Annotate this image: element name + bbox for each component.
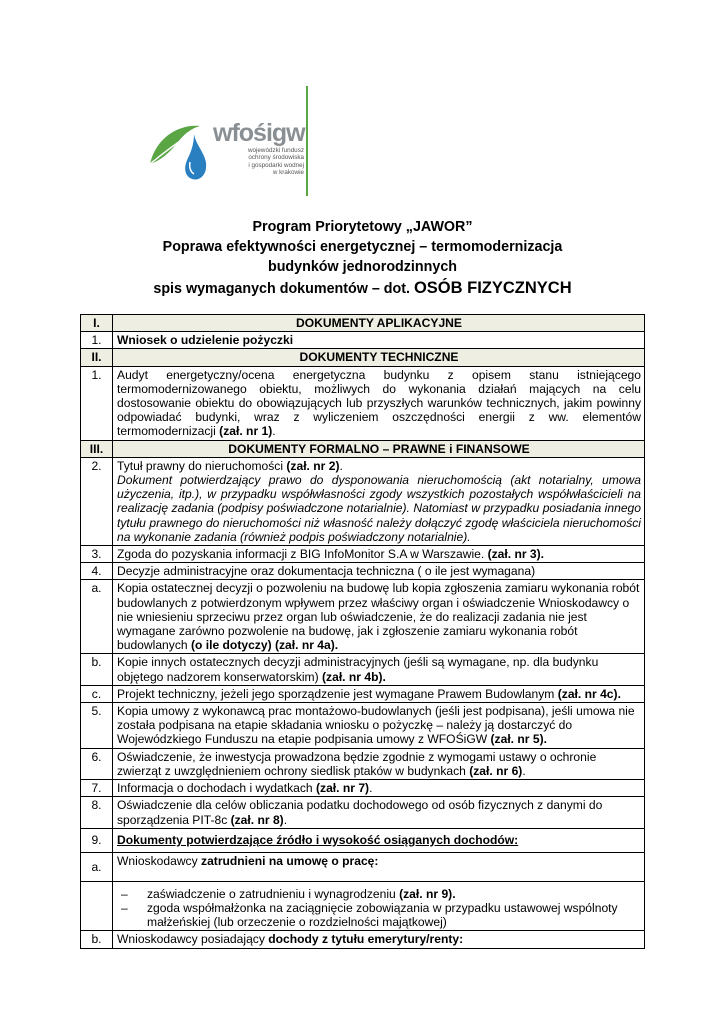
program-title: Program Priorytetowy „JAWOR” [252,219,473,235]
list-item: – zaświadczenie o zatrudnieniu i wynagrodzeniu (zał. nr 9). [117,887,641,901]
documents-table [80,314,645,949]
table-row: 6. Oświadczenie, że inwestycja prowadzona będzie zgodnie z wymogami ustawy o ochronie zwierząt z uwzględnieniem ochrony siedlisk ptaków w budynkach (zał. nr 6). [81,748,645,779]
section-header: III. DOKUMENTY FORMALNO – PRAWNE i FINANSOWE [81,440,645,457]
document-list [117,887,641,930]
table-row: 2. Tytuł prawny do nieruchomości (zał. nr 2). Dokument potwierdzający prawo do dysponowania nieruchomością (akt notarialny, umowa użyczenia, itp.), w przypadku współwłasności zgody wszystkich pozostałych współwłaścicieli na realizację zadania (podpisy poświadczone notarialnie). Natomiast w przypadku posiadania innego tytułu prawnego do nieruchomości niż własność należy dołączyć zgodę właściciela nieruchomości na wykonanie zadania (również podpis poświadczony notarialnie). [81,457,645,545]
document-list-title: spis wymaganych dokumentów – dot. OSÓB FIZYCZNYCH [153,279,572,297]
program-subtitle: Poprawa efektywności energetycznej – termomodernizacja [162,239,563,255]
section-header: II. DOKUMENTY TECHNICZNE [81,349,645,366]
table-row: 1. Wniosek o udzielenie pożyczki [81,332,645,349]
table-row: 4. Decyzje administracyjne oraz dokumentacja techniczna ( o ile jest wymagana) [81,563,645,580]
table-row [81,881,645,931]
logo-wordmark: wfośigw [213,119,305,147]
table-row: 3. Zgoda do pozyskania informacji z BIG InfoMonitor S.A w Warszawie. (zał. nr 3). [81,546,645,563]
table-row: 9. Dokumenty potwierdzające źródło i wysokość osiąganych dochodów: [81,828,645,852]
section-title: DOKUMENTY APLIKACYJNE [113,315,645,332]
table-row: 8. Oświadczenie dla celów obliczania podatku dochodowego od osób fizycznych z danymi do sporządzenia PIT-8c (zał. nr 8). [81,797,645,828]
table-row: 1. Audyt energetyczny/ocena energetyczna budynku z opisem stanu istniejącego termomodernizowanego obiektu, możliwych do wykonania działań mających na celu dostosowanie obiektu do obowiązujących lub przyszłych warunków technicznych, jakim powinny odpowiadać budynki, wraz z wyliczeniem oszczędności energii z ww. elementów termomodernizacji (zał. nr 1). [81,366,645,440]
logo-divider [306,86,308,196]
drop-icon [185,134,206,180]
list-item: – zgoda współmałżonka na zaciągnięcie zobowiązania w przypadku ustawowej wspólnoty małżeńskiej (lub orzeczenie o rozdzielności majątkowej) [117,901,641,929]
row-note: Dokument potwierdzający prawo do dysponowania nieruchomością (akt notarialny, umowa użyczenia, itp.), w przypadku współwłasności zgody wszystkich pozostałych współwłaścicieli na realizację zadania (podpisy poświadczone notarialnie). Natomiast w przypadku posiadania innego tytułu prawnego do nieruchomości niż własność należy dołączyć zgodę właściciela nieruchomości na wykonanie zadania (również podpis poświadczony notarialnie). [117,473,641,544]
program-subtitle-2: budynków jednorodzinnych [267,259,458,275]
table-row: c. Projekt techniczny, jeżeli jego sporządzenie jest wymagane Prawem Budowlanym (zał. nr 4c). [81,685,645,702]
section-title: DOKUMENTY FORMALNO – PRAWNE i FINANSOWE [113,440,645,457]
logo-subtitle: wojewódzki fundusz ochrony środowiska i gospodarki wodnej w krakowie [247,147,304,176]
table-row: 5. Kopia umowy z wykonawcą prac montażowo-budowlanych (jeśli jest podpisana), jeśli umowa nie została podpisana na etapie składania wniosku o pożyczkę – należy ją dostarczyć do Wojewódzkiego Funduszu na etapie podpisania umowy z WFOŚiGW (zał. nr 5). [81,703,645,749]
table-row: a. Wnioskodawcy zatrudnieni na umowę o pracę: [81,852,645,881]
table-row: b. Wnioskodawcy posiadający dochody z tytułu emerytury/renty: [81,931,645,948]
section-header: I. DOKUMENTY APLIKACYJNE [81,315,645,332]
table-row: a. Kopia ostatecznej decyzji o pozwoleniu na budowę lub kopia zgłoszenia zamiaru wykonania robót budowlanych z potwierdzonym wpływem przez właściwy organ i oświadczenie Wnioskodawcy o nie wniesieniu sprzeciwu przez organ lub oświadczenie, że do realizacji zadania nie jest wymagane zarówno pozwolenie na budowę, jak i zgłoszenie zamiaru wykonania robót budowlanych (o ile dotyczy) (zał. nr 4a). [81,580,645,654]
table-row: 7. Informacja o dochodach i wydatkach (zał. nr 7). [81,780,645,797]
section-title: DOKUMENTY TECHNICZNE [113,349,645,366]
table-row: b. Kopie innych ostatecznych decyzji administracyjnych (jeśli są wymagane, np. dla budynku objętego nadzorem konserwatorskim) (zał. nr 4b). [81,654,645,685]
